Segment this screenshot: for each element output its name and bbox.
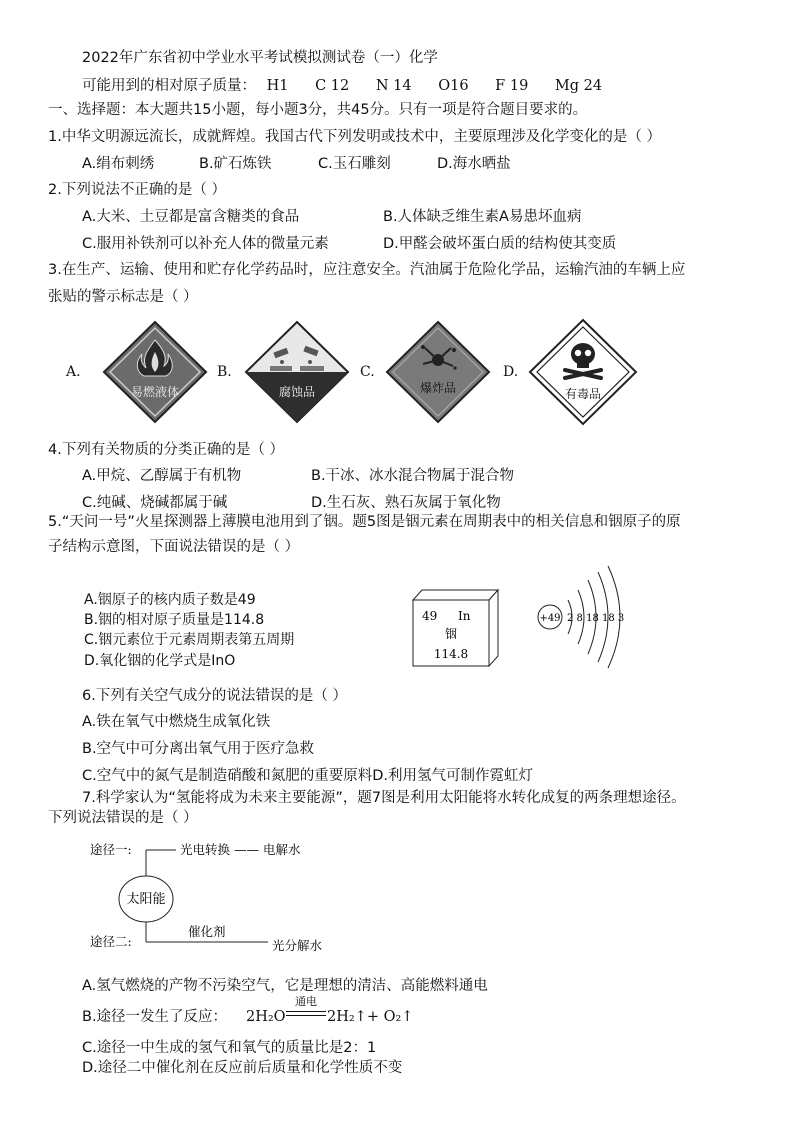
q3-sign-d-letter: D. (503, 364, 519, 380)
atom-structure-diagram (530, 562, 640, 672)
q1-option-d: D.海水晒盐 (437, 156, 511, 172)
q3-stem-line1: 3.在生产、运输、使用和贮存化学药品时，应注意安全。汽油属于危险化学品，运输汽油的车辆上应 (48, 262, 686, 278)
q5-stem-line2: 子结构示意图，下面说法错误的是（ ） (48, 539, 300, 555)
q4-option-d: D.生石灰、熟石灰属于氧化物 (311, 495, 501, 511)
q4-option-c: C.纯碱、烧碱都属于碱 (82, 495, 228, 511)
q2-option-b: B.人体缺乏维生素A易患坏血病 (383, 209, 582, 225)
q6-option-cd: C.空气中的氮气是制造硝酸和氮肥的重要原料D.利用氢气可制作霓虹灯 (82, 768, 534, 784)
q6-option-b: B.空气中可分离出氧气用于医疗急救 (82, 741, 315, 757)
diagram-path2-step: 光分解水 (272, 938, 323, 953)
mass-h: H1 (266, 78, 289, 94)
element-number: 49 (422, 609, 438, 623)
q7-option-b (82, 1007, 227, 1027)
q5-option-c: C.铟元素位于元素周期表第五周期 (84, 632, 295, 648)
diagram-catalyst-label: 催化剂 (188, 924, 226, 939)
q2-option-d: D.甲醛会破坏蛋白质的结构使其变质 (383, 236, 617, 252)
element-symbol: In (458, 609, 471, 623)
equation-line-bottom (286, 1015, 326, 1016)
explosive-sign (385, 320, 491, 424)
q4-option-a: A.甲烷、乙醇属于有机物 (82, 468, 242, 484)
q6-stem: 6.下列有关空气成分的说法错误的是（ ） (82, 688, 347, 704)
equation-left: 2H₂O (246, 1009, 286, 1025)
q1-stem: 1.中华文明源远流长，成就辉煌。我国古代下列发明或技术中，主要原理涉及化学变化的是（ ） (48, 129, 661, 145)
sign-c-label: 爆炸品 (419, 381, 457, 395)
atomic-mass-line (82, 76, 602, 96)
q6-option-a: A.铁在氧气中燃烧生成氧化铁 (82, 714, 271, 730)
hydrogen-path-diagram (88, 836, 348, 960)
q5-stem-line1: 5.“天问一号”火星探测器上薄膜电池用到了铟。题5图是铟元素在周期表中的相关信息和铟原子的原 (48, 514, 681, 530)
q3-sign-b-letter: B. (217, 364, 232, 380)
mass-f: F 19 (495, 78, 529, 94)
sign-a-label: 易燃液体 (130, 385, 180, 399)
atomic-mass-label: 可能用到的相对原子质量： (82, 78, 256, 94)
q7-stem-line2: 下列说法错误的是（ ） (48, 810, 198, 826)
equation-right: 2H₂↑+ O₂↑ (327, 1009, 414, 1025)
element-mass: 114.8 (433, 647, 469, 661)
mass-mg: Mg 24 (554, 78, 603, 94)
q7-stem-line1: 7.科学家认为“氢能将成为未来主要能源”，题7图是利用太阳能将水转化成复的两条理想途径。 (82, 790, 686, 806)
equation-condition: 通电 (295, 995, 317, 1008)
q3-sign-a-letter: A. (66, 364, 81, 380)
q5-option-d: D.氧化铟的化学式是InO (84, 653, 236, 669)
element-name: 铟 (444, 627, 458, 641)
q3-sign-c-letter: C. (360, 364, 375, 380)
sign-b-label: 腐蚀品 (278, 385, 316, 399)
element-cell (408, 586, 500, 668)
diagram-path2-label: 途径二: (90, 934, 132, 949)
mass-c: C 12 (315, 78, 350, 94)
q1-option-c: C.玉石雕刻 (318, 156, 391, 172)
q5-option-b: B.铟的相对原子质量是114.8 (84, 612, 265, 628)
exam-title: 2022年广东省初中学业水平考试模拟测试卷（一）化学 (82, 50, 438, 66)
q7-option-c: C.途径一中生成的氢气和氧气的质量比是2：1 (82, 1040, 377, 1056)
corrosive-sign (244, 320, 350, 424)
diagram-center-label: 太阳能 (126, 892, 166, 907)
atom-nucleus: +49 (539, 613, 561, 624)
q3-stem-line2: 张贴的警示标志是（ ） (48, 289, 198, 305)
mass-o: O16 (438, 78, 469, 94)
section-heading: 一、选择题：本大题共15小题，每小题3分，共45分。只有一项是符合题目要求的。 (48, 102, 588, 118)
diagram-path1-label: 途径一: (90, 842, 132, 857)
q4-stem: 4.下列有关物质的分类正确的是（ ） (48, 442, 284, 458)
q5-option-a: A.铟原子的核内质子数是49 (84, 592, 256, 608)
q7-option-b-text: B.途径一发生了反应： (82, 1009, 228, 1025)
q1-option-a: A.绢布刺绣 (82, 156, 155, 172)
atom-shell-electrons: 2 8 18 18 3 (567, 613, 625, 624)
q4-option-b: B.干冰、冰水混合物属于混合物 (311, 468, 515, 484)
q2-option-c: C.服用补铁剂可以补充人体的微量元素 (82, 236, 329, 252)
toxic-sign (528, 318, 638, 426)
q2-option-a: A.大米、土豆都是富含糖类的食品 (82, 209, 300, 225)
mass-n: N 14 (375, 78, 412, 94)
diagram-path1-steps: 光电转换 —— 电解水 (180, 842, 301, 857)
q2-stem: 2.下列说法不正确的是（ ） (48, 182, 226, 198)
q1-option-b: B.矿石炼铁 (199, 156, 272, 172)
q7-option-d: D.途径二中催化剂在反应前后质量和化学性质不变 (82, 1060, 403, 1076)
equation-line-top (286, 1011, 326, 1012)
q7-option-a: A.氢气燃烧的产物不污染空气，它是理想的清洁、高能燃料通电 (82, 978, 488, 994)
sign-d-label: 有毒品 (564, 387, 602, 401)
flammable-liquid-sign (102, 320, 208, 424)
